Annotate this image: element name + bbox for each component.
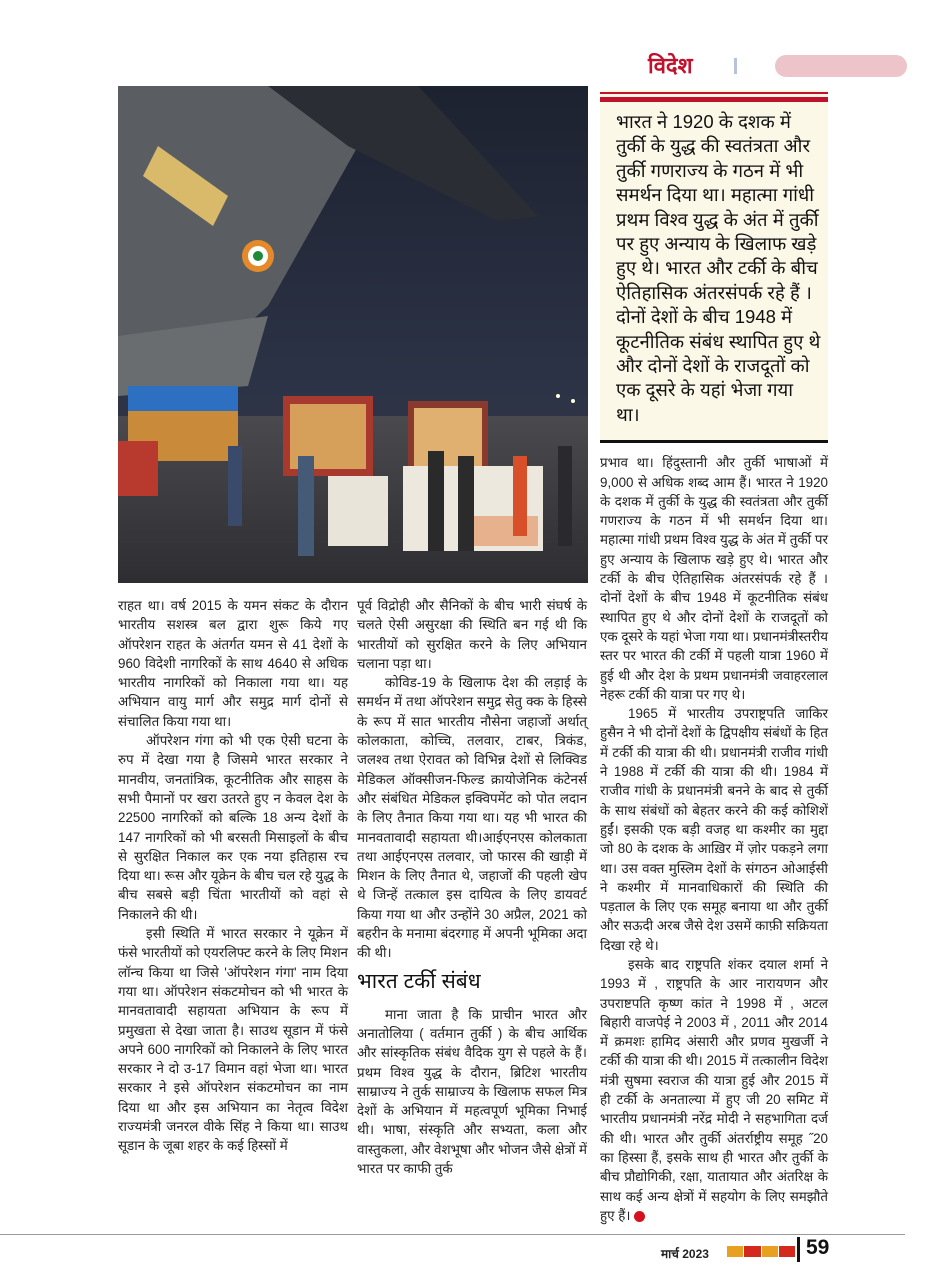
header-pill-decoration [775,55,907,77]
article-photo-aircraft-cargo-loading [118,86,588,583]
paragraph: माना जाता है कि प्राचीन भारत और अनातोलिया ( वर्तमान तुर्की ) के बीच आर्थिक और सांस्कृतिक संबंध वैदिक युग से पहले के हैं। प्रथम विश्व युद्ध के दौरान, ब्रिटिश भारतीय साम्राज्य ने तुर्क साम्राज्य के खिलाफ सफल मित्र देशों के अभियान में महत्वपूर्ण भूमिका निभाई थी। भाषा, संस्कृति और सभ्यता, कला और वास्तुकला, और वेशभूषा और भोजन जैसे क्षेत्रों में भारत पर काफी तुर्क [357,1006,587,1177]
paragraph: राहत था। वर्ष 2015 के यमन संकट के दौरान भारतीय सशस्त्र बल द्वारा शुरू किये गए ऑपरेशन राहत के अंतर्गत यमन से 41 देशों के 960 विदेशी नागरिकों के साथ 4640 से अधिक भारतीय नागरिकों को निकाला गया था। यह अभियान वायु मार्ग और समुद्र मार्ग दोनों से संचालित किया गया था। [118,598,348,729]
article-column-2 [357,596,587,1178]
callout-top-rule [600,92,828,94]
section-title: विदेश [648,53,693,78]
paragraph: ऑपरेशन गंगा को भी एक ऐसी घटना के रुप में देखा गया है जिसमे भारत सरकार ने मानवीय, जनतांत्रिक, कूटनीतिक और साहस के सभी पैमानों पर खरा उतरते हुए न केवल देश के 22500 नागरिकों को बल्कि 18 अन्य देशों के 147 नागरिकों को भी बरसती मिसाइलों के बीच से सुरक्षित निकाल कर एक नया इतिहास रच दिया था। रूस और यूक्रेन के बीच चल रहे युद्ध के बीच सबसे बड़ी चिंता भारतीयों को वहां से निकालने की थी। [118,733,348,922]
subheading: भारत टर्की संबंध [357,969,481,993]
paragraph: पूर्व विद्रोही और सैनिकों के बीच भारी संघर्ष के चलते ऐसी असुरक्षा की स्थिति बन गई थी कि भारतीयों को सुरक्षित करने के लिए अभियान चलाना पड़ा था। [357,598,587,671]
page-footer [0,1234,905,1274]
paragraph-last [600,955,828,1225]
paragraph: प्रभाव था। हिंदुस्तानी और तुर्की भाषाओं में 9,000 से अधिक शब्द आम हैं। भारत ने 1920 के दशक में तुर्की के युद्ध की स्वतंत्रता और तुर्की गणराज्य के गठन में भी समर्थन दिया था। महात्मा गांधी प्रथम विश्व युद्ध के अंत में तुर्की पर हुए अन्याय के खिलाफ खड़े हुए थे। भारत और टर्की के बीच ऐतिहासिक अंतरसंपर्क रहे हैं । दोनों देशों के बीच 1948 में कूटनीतिक संबंध स्थापित हुए थे और दोनों देशों के राजदूतों को एक दूसरे के यहां भेजा गया था। प्रधानमंत्रीस्तरीय स्तर पर भारत की टर्की में पहली यात्रा 1960 में हुई थी और देश के प्रथम प्रधानमंत्री जवाहरलाल नेहरू टर्की की यात्रा पर गए थे। [600,455,828,702]
article-column-3 [600,453,828,1225]
paragraph-text: इसके बाद राष्ट्रपति शंकर दयाल शर्मा ने 1993 में , राष्ट्रपति के आर नारायणन और उपराष्टपति कृष्ण कांत ने 1998 में , अटल बिहारी वाजपेई ने 2003 में , 2011 और 2014 में क्रमशः हामिद अंसारी और प्रणव मुखर्जी ने टर्की की यात्रा की थी। 2015 में तत्कालीन विदेश मंत्री सुषमा स्वराज की यात्रा हुई और 2015 में ही टर्की के अनताल्या में हुए जी 20 समिट में भारतीय प्रधानमंत्री नरेंद्र मोदी ने सहभागिता दर्ज की थी। भारत और तुर्की अंतर्राष्ट्रीय समूह ˝20 का हिस्सा हैं, इसके साथ ही भारत और तुर्की के बीच प्रौद्योगिकी, रक्षा, यातायात और अंतरिक्ष के साथ कई अन्य क्षेत्रों में सहयोग के लिए समझौते हुए हैं। [600,957,828,1223]
end-mark-dot-icon [634,1211,645,1222]
callout-bottom-rule [600,440,828,443]
article-column-1 [118,596,348,1156]
pull-quote-box [600,90,828,441]
page-number: 59 [806,1236,830,1259]
paragraph: इसी स्थिति में भारत सरकार ने यूक्रेन में फंसे भारतीयों को एयरलिफ्ट करने के लिए मिशन लॉन्च किया था जिसे 'ऑपरेशन गंगा' नाम दिया गया था। ऑपरेशन संकटमोचन को भी भारत के मानवतावादी सहायता अभियान के रूप में प्रमुखता से देखा जाता है। साउथ सूडान में फंसे अपने 600 नागरिकों को निकालने के लिए भारत सरकार ने दो उ-17 विमान वहां भेजा था। भारत सरकार ने इसे ऑपरेशन संकटमोचन का नाम दिया था और इस अभियान का नेतृत्व विदेश राज्यमंत्री जनरल वीके सिंह ने किया था। साउथ सूडान के जूबा शहर के कई हिस्सों में [118,926,348,1154]
paragraph: कोविड-19 के खिलाफ देश की लड़ाई के समर्थन में तथा ऑपरेशन समुद्र सेतु क्क के हिस्से के रूप में सात भारतीय नौसेना जहाजों अर्थात् कोलकाता, कोच्चि, तलवार, टाबर, त्रिकंड, जलश्व तथा ऐरावत को विभिन्न देशों से लिक्विड मेडिकल ऑक्सीजन-फिल्ड क्रायोजेनिक कंटेनर्स और संबंधित मेडिकल इक्विपमेंट को पोत लदान के लिए तैनात किया गया था। यह भी भारत की मानवतावादी सहायता थी।आईएनएस कोलकाता तथा आईएनएस तलवार, जो फारस की खाड़ी में मिशन के लिए तैनात थे, जहाजों की पहली खेप थे जिन्हें तत्काल इस दायित्व के लिए डायवर्ट किया गया था और उन्होंने 30 अप्रैल, 2021 को बहरीन के मनामा बंदरगाह में अपनी भूमिका अदा की थी। [357,675,587,961]
footer-separator-bar [797,1237,800,1262]
magazine-logo [727,1246,795,1257]
issue-date: मार्च 2023 [661,1247,709,1261]
pull-quote-text: भारत ने 1920 के दशक में तुर्की के युद्ध की स्वतंत्रता और तुर्की गणराज्य के गठन में भी समर्थन दिया था। महात्मा गांधी प्रथम विश्व युद्ध के अंत में तुर्की पर हुए अन्याय के खिलाफ खड़े हुए थे। भारत और टर्की के बीच ऐतिहासिक अंतरसंपर्क रहे हैं । दोनों देशों के बीच 1948 में कूटनीतिक संबंध स्थापित हुए थे और दोनों देशों के राजदूतों को एक दूसरे के यहां भेजा गया था। [616,111,821,425]
footer-divider [0,1234,905,1235]
right-column-stack [600,90,828,1225]
callout-top-rule-thick [600,97,828,102]
header-separator [734,58,737,74]
paragraph: 1965 में भारतीय उपराष्ट्रपति जाकिर हुसैन ने भी दोनों देशों के द्विपक्षीय संबंधों के हित में टर्की की यात्रा की थी। प्रधानमंत्री राजीव गांधी ने 1988 में टर्की की यात्रा की थी। 1984 में राजीव गांधी के प्रधानमंत्री बनने के बाद से तुर्की के साथ संबंधों को बेहतर करने की कई कोशिशें हुईं। इसकी एक बड़ी वजह था कश्मीर का मुद्दा जो 80 के दशक के आख़िर में ज़ोर पकड़ने लगा था। उस वक्त मुस्लिम देशों के संगठन ओआईसी ने कश्मीर में मानवाधिकारों की स्थिति की पड़ताल के लिए एक समूह बनाया था और तुर्की और सऊदी अरब जैसे देश उसमें काफ़ी सक्रियता दिखा रहे थे। [600,706,828,953]
